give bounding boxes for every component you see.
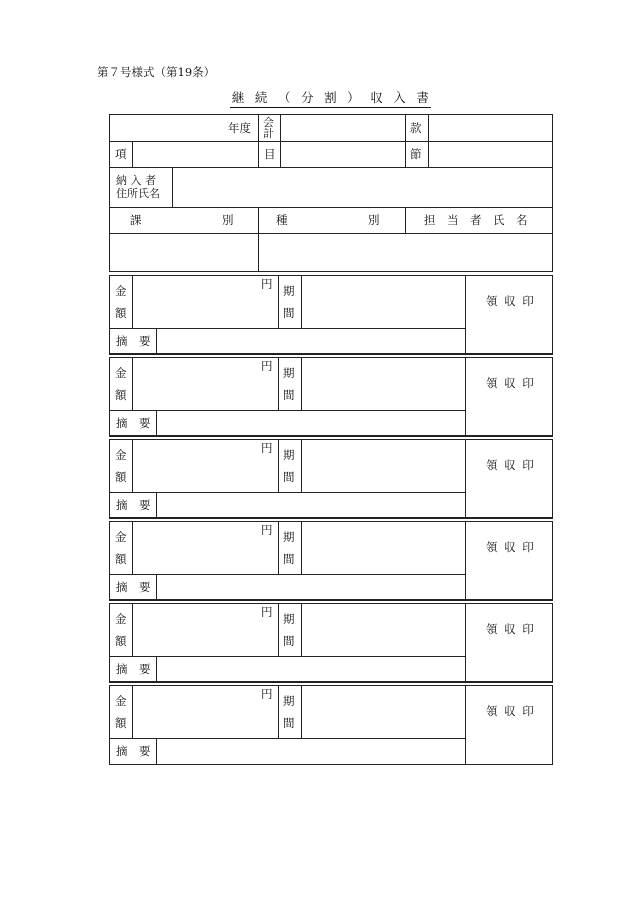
receipt-stamp-label: 領 収 印 [486,458,534,472]
kin-label: 金 [115,530,127,544]
payer-label [116,174,160,200]
divider [405,115,406,167]
divider [110,738,466,739]
divider [405,207,406,233]
divider [280,115,281,167]
ka-betsu-label: 課 別 [130,213,234,227]
block-separator [109,681,553,682]
ki-label: 期 [283,612,295,626]
divider [465,604,466,682]
tekiyou-label: 摘 要 [116,498,151,512]
gaku-label: 額 [115,716,127,730]
block-separator [109,271,553,272]
divider [258,207,259,271]
ki-label: 期 [283,530,295,544]
divider [110,492,466,493]
divider [110,167,552,168]
kaikei-label-line: 会 [263,116,274,129]
divider [301,358,302,410]
divider [278,522,279,574]
divider [465,522,466,600]
payer-label-line: 納 入 者 [116,174,156,187]
yen-label: 円 [261,359,273,373]
divider [132,141,133,167]
divider [258,115,259,167]
divider [428,115,429,167]
yen-label: 円 [261,441,273,455]
block-separator [109,353,553,354]
divider [110,141,552,142]
form-title [109,88,552,108]
ki-label: 期 [283,448,295,462]
divider [278,358,279,410]
divider [110,574,466,575]
kin-label: 金 [115,284,127,298]
payer-label-line: 住所氏名 [116,187,160,200]
gaku-label: 額 [115,306,127,320]
tekiyou-label: 摘 要 [116,662,151,676]
installment-block [109,439,553,519]
divider [110,656,466,657]
kan-period-label: 間 [283,388,295,402]
installment-block [109,603,553,683]
divider [156,574,157,600]
divider [110,233,552,234]
kaikei-label [263,117,274,139]
divider [465,440,466,518]
yen-label: 円 [261,605,273,619]
divider [156,410,157,436]
divider [156,492,157,518]
block-separator [109,517,553,518]
divider [465,686,466,764]
installment-block [109,521,553,601]
moku-label: 目 [264,147,276,161]
tekiyou-label: 摘 要 [116,580,151,594]
form-title-text: 継 続 （ 分 割 ） 収 入 書 [230,88,431,108]
kin-label: 金 [115,612,127,626]
divider [465,276,466,354]
gaku-label: 額 [115,470,127,484]
gaku-label: 額 [115,388,127,402]
kan-period-label: 間 [283,470,295,484]
kan-period-label: 間 [283,716,295,730]
divider [132,604,133,656]
receipt-stamp-label: 領 収 印 [486,540,534,554]
gaku-label: 額 [115,634,127,648]
divider [132,686,133,738]
divider [301,440,302,492]
divider [301,604,302,656]
kan-label: 款 [410,121,422,135]
tekiyou-label: 摘 要 [116,334,151,348]
divider [132,276,133,328]
divider [110,328,466,329]
divider [278,276,279,328]
divider [110,410,466,411]
top-table [109,114,553,272]
divider [172,167,173,207]
receipt-stamp-label: 領 収 印 [486,376,534,390]
kin-label: 金 [115,448,127,462]
divider [156,328,157,354]
divider [301,522,302,574]
ki-label: 期 [283,284,295,298]
yen-label: 円 [261,687,273,701]
gaku-label: 額 [115,552,127,566]
divider [465,358,466,436]
divider [278,440,279,492]
kin-label: 金 [115,694,127,708]
shu-betsu-label: 種 別 [276,213,380,227]
divider [132,440,133,492]
yen-label: 円 [261,523,273,537]
divider [278,686,279,738]
divider [132,358,133,410]
kan-period-label: 間 [283,552,295,566]
installment-block [109,357,553,437]
divider [301,686,302,738]
block-separator [109,435,553,436]
divider [132,522,133,574]
kan-period-label: 間 [283,306,295,320]
tantou-label: 担 当 者 氏 名 [424,213,528,227]
kou-label: 項 [115,147,127,161]
kan-period-label: 間 [283,634,295,648]
form-number: 第７号様式（第19条） [97,65,216,79]
divider [301,276,302,328]
divider [156,738,157,764]
installment-block [109,685,553,765]
installment-block [109,275,553,355]
divider [156,656,157,682]
yen-label: 円 [261,277,273,291]
receipt-stamp-label: 領 収 印 [486,294,534,308]
divider [110,207,552,208]
receipt-stamp-label: 領 収 印 [486,704,534,718]
nendo-label: 年度 [228,121,251,135]
receipt-stamp-label: 領 収 印 [486,622,534,636]
tekiyou-label: 摘 要 [116,416,151,430]
ki-label: 期 [283,694,295,708]
block-separator [109,599,553,600]
kaikei-label-line: 計 [263,127,274,140]
setsu-label: 節 [410,147,422,161]
tekiyou-label: 摘 要 [116,744,151,758]
kin-label: 金 [115,366,127,380]
ki-label: 期 [283,366,295,380]
divider [278,604,279,656]
